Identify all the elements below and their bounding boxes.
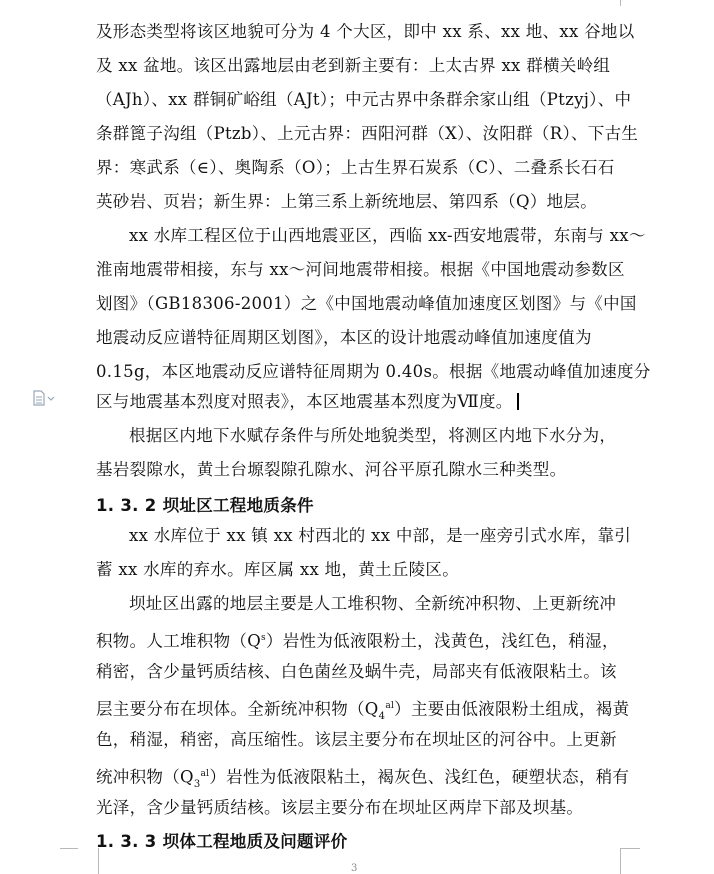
text-line: xx 水库工程区位于山西地震亚区，西临 xx-西安地震带，东南与 xx～: [129, 226, 646, 245]
text-line: 稍密，含少量钙质结核、白色菌丝及蜗牛壳，局部夹有低液限粘土。该: [96, 662, 617, 681]
text-run: 积物。人工堆积物（Q: [96, 631, 262, 651]
subscript: 3: [193, 778, 201, 790]
text-line: 光泽，含少量钙质结核。该层主要分布在坝址区两岸下部及坝基。: [96, 798, 584, 817]
text-run: ）岩性为低液限粘土，褐灰色、浅红色，硬塑状态，稍有: [209, 767, 630, 787]
margin-corner-bottom-left-h: [60, 848, 78, 849]
subscript: 4: [378, 710, 386, 722]
page-number: 3: [351, 863, 358, 874]
text-line: [96, 764, 629, 795]
text-line: 条群篦子沟组（Ptzb）、上元古界：西阳河群（X）、汝阳群（R）、下古生: [96, 124, 639, 143]
text-cursor: [517, 393, 519, 410]
text-line: 蓄 xx 水库的弃水。库区属 xx 地，黄土丘陵区。: [96, 560, 460, 579]
superscript: al: [200, 769, 210, 779]
section-heading-1-3-3: 1. 3. 3 坝体工程地质及问题评价: [96, 832, 348, 851]
text-run: 统冲积物（Q: [96, 767, 194, 787]
text-line: 0.15g，本区地震动反应谱特征周期为 0.40s。根据《地震动峰值加速度分: [96, 362, 651, 381]
text-line: [96, 696, 629, 727]
section-heading-1-3-2: 1. 3. 2 坝址区工程地质条件: [96, 496, 314, 515]
superscript: al: [385, 701, 395, 711]
margin-corner-bottom-right: [620, 848, 641, 874]
text-line-with-cursor[interactable]: [96, 392, 519, 412]
text-line: 坝址区出露的地层主要是人工堆积物、全新统冲积物、上更新统冲: [129, 594, 617, 613]
text-line: 划图》（GB18306-2001）之《中国地震动峰值加速度区划图》与《中国: [96, 294, 637, 313]
text-run: ）主要由低液限粉土组成，褐黄: [394, 699, 630, 719]
margin-corner-top-right: [620, 0, 641, 6]
text-line: 界：寒武系（∈）、奥陶系（O）；上古生界石炭系（C）、二叠系长石石: [96, 158, 615, 177]
text-line: 英砂岩、页岩；新生界：上第三系上新统地层、第四系（Q）地层。: [96, 192, 598, 211]
text-line: 色，稍湿，稍密，高压缩性。该层主要分布在坝址区的河谷中。上更新: [96, 730, 617, 749]
text-line: [96, 628, 619, 652]
text-line: 根据区内地下水赋存条件与所处地貌类型，将测区内地下水分为，: [129, 426, 617, 445]
text-line: 及 xx 盆地。该区出露地层由老到新主要有：上太古界 xx 群横关岭组: [96, 56, 611, 75]
text-line: （AJh）、xx 群铜矿峪组（AJt）；中元古界中条群余家山组（Ptzyj）、中: [96, 90, 632, 109]
text-line: 及形态类型将该区地貌可分为 4 个大区，即中 xx 系、xx 地、xx 谷地以: [96, 22, 635, 41]
text-line: 地震动反应谱特征周期区划图》，本区的设计地震动峰值加速度值为: [96, 328, 592, 347]
text-run: 层主要分布在坝体。全新统冲积物（Q: [96, 699, 379, 719]
text-line: xx 水库位于 xx 镇 xx 村西北的 xx 中部，是一座旁引式水库，靠引: [129, 526, 632, 545]
superscript: s: [261, 633, 266, 643]
text-line: 淮南地震带相接，东与 xx～河间地震带相接。根据《中国地震动参数区: [96, 260, 625, 279]
document-note-icon[interactable]: [32, 390, 56, 406]
text-run: 区与地震基本烈度对照表》，本区地震基本烈度为Ⅶ度。: [96, 392, 513, 411]
margin-corner-bottom-right-h: [620, 848, 640, 849]
text-line: 基岩裂隙水，黄土台塬裂隙孔隙水、河谷平原孔隙水三种类型。: [96, 460, 567, 479]
text-run: ）岩性为低液限粉土，浅黄色，浅红色，稍湿，: [265, 631, 619, 651]
